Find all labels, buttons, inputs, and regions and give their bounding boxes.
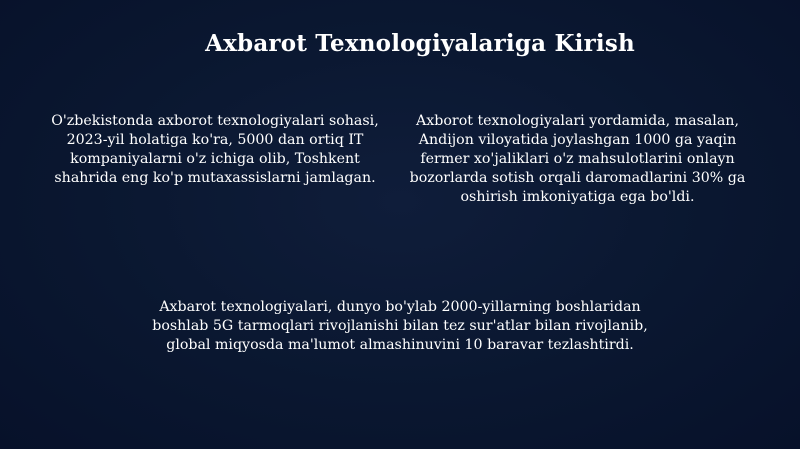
- paragraph-it-companies: O'zbekistonda axborot texnologiyalari sohasi, 2023-yil holatiga ko'ra, 5000 dan ortiq IT kompaniyalarni o'z ichiga olib, Toshkent shahrida eng ko'p mutaxassislarni jamlagan.: [51, 113, 379, 186]
- paragraph-5g-networks: Axbarot texnologiyalari, dunyo bo'ylab 2000-yillarning boshlaridan boshlab 5G tarmoqlari rivojlanishi bilan tez sur'atlar bilan rivojlanib, global miqyosda ma'lumot almashinuvini 10 baravar tezlashtirdi.: [152, 299, 648, 353]
- paragraph-farm-online-sales: Axborot texnologiyalari yordamida, masalan, Andijon viloyatida joylashgan 1000 ga yaqin fermer xo'jaliklari o'z mahsulotlarini onlayn bozorlarda sotish orqali daromadlarini 30% ga oshirish imkoniyatiga ega bo'ldi.: [409, 113, 746, 205]
- slide-title: Axbarot Texnologiyalariga Kirish: [205, 30, 635, 57]
